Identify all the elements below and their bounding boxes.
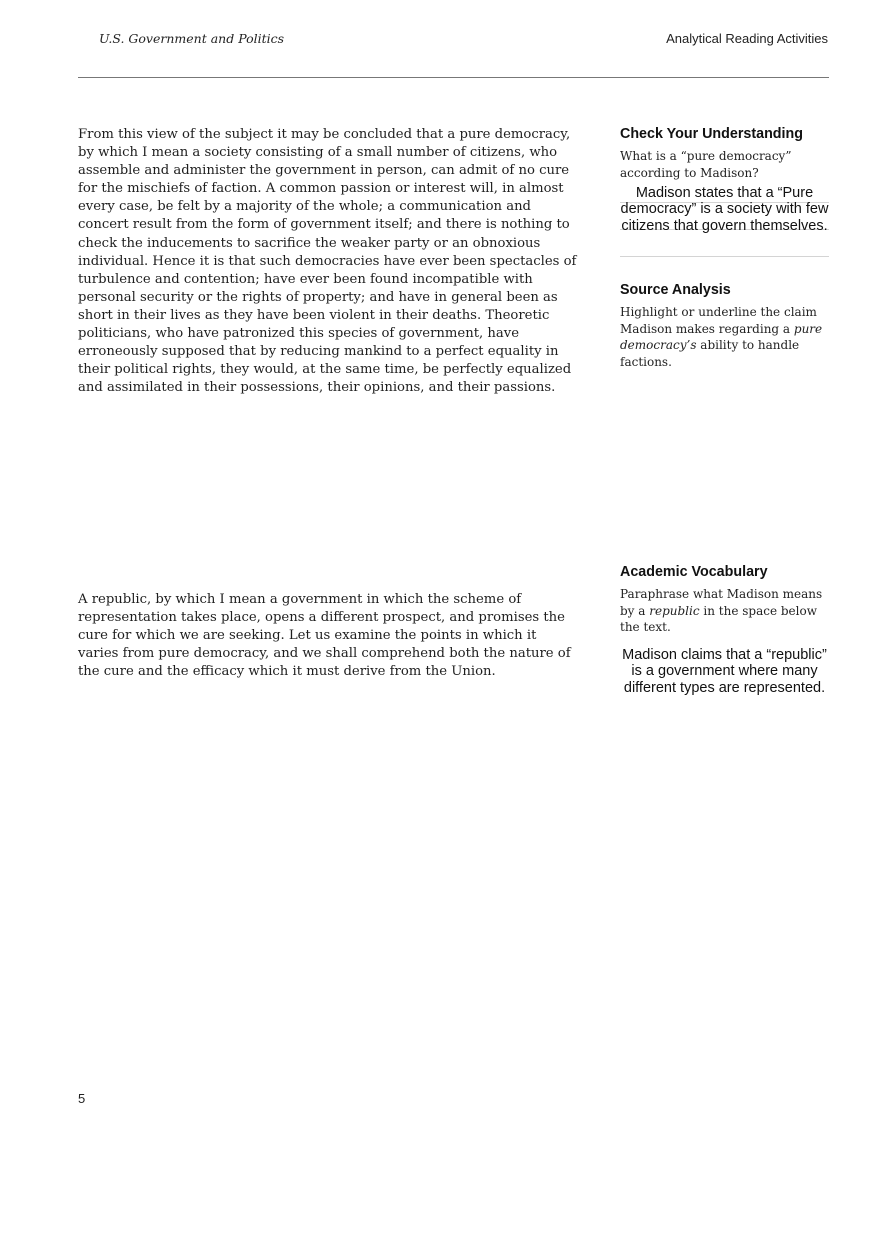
primary-source-passage-democracy: From this view of the subject it may be concluded that a pure democracy, by which I mean a society consisting of a small number of citizens, who assemble and administer the government in person, can admit of no cure for the mischiefs of faction. A common passion or interest will, in almost every case, be felt by a majority of the whole; a communication and concert result from the form of government itself; and there is nothing to check the inducements to sacrifice the weaker party or an obnoxious individual. Hence it is that such democracies have ever been spectacles of turbulence and contention; have ever been found incompatible with personal security or the rights of property; and have in general been as short in their lives as they have been violent in their deaths. Theoretic politicians, who have patronized this species of government, have erroneously supposed that by reducing mankind to a perfect equality in their political rights, they would, at the same time, be perfectly equalized and assimilated in their possessions, their opinions, and their passions. (78, 127, 577, 396)
check-understanding-heading: Check Your Understanding (620, 126, 803, 142)
source-analysis-box (620, 282, 830, 370)
running-header-section: Analytical Reading Activities (666, 31, 828, 46)
page-number: 5 (78, 1091, 86, 1106)
source-analysis-prompt: Highlight or underline the claim Madison makes regarding a pure democracy’s ability to handle factions. (620, 305, 823, 369)
pure-democracy-answer[interactable]: Madison states that a “Pure democracy” is a society with few citizens that govern themselves. (620, 185, 829, 234)
header-divider (78, 77, 829, 78)
academic-vocabulary-prompt: Paraphrase what Madison means by a republic in the space below the text. (620, 587, 823, 634)
running-header-title: U.S. Government and Politics (99, 31, 285, 46)
check-understanding-prompt: What is a “pure democracy” according to Madison? (620, 149, 792, 180)
source-analysis-heading: Source Analysis (620, 282, 731, 298)
check-understanding-box (620, 126, 830, 181)
answer-line (620, 256, 829, 257)
republic-paraphrase-answer[interactable]: Madison claims that a “republic” is a government where many different types are represented. (622, 647, 827, 696)
academic-vocabulary-box (620, 564, 830, 636)
academic-vocabulary-heading: Academic Vocabulary (620, 564, 768, 580)
primary-source-passage-republic: A republic, by which I mean a government in which the scheme of representation takes place, opens a different prospect, and promises the cure for which we are seeking. Let us examine the points in which it varies from pure democracy, and we shall comprehend both the nature of the cure and the efficacy which it must derive from the Union. (78, 592, 571, 680)
